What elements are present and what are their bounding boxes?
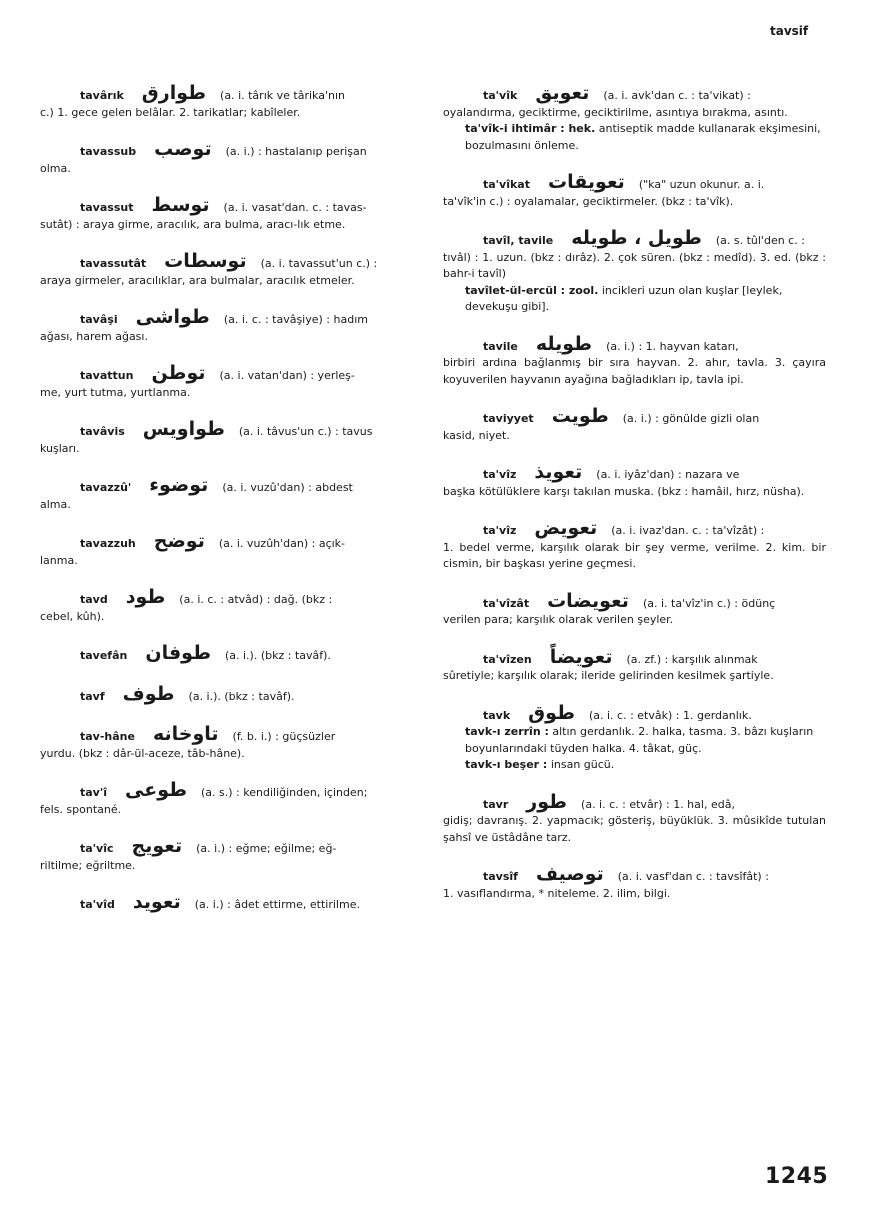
entry-term: tavefân bbox=[80, 649, 128, 662]
entry-arabic-script: توسطات bbox=[164, 250, 247, 272]
entry-term: tavf bbox=[80, 689, 105, 703]
sub-entry bbox=[443, 121, 826, 154]
entry-definition-start: (a. i. avk'dan c. : ta'vikat) : bbox=[603, 89, 751, 102]
entry-definition-start: (a. i. târık ve târika'nın bbox=[220, 89, 345, 102]
entry-definition: c.) 1. gece gelen belâlar. 2. tarikatlar; kabîleler. bbox=[40, 105, 301, 119]
dictionary-entry bbox=[40, 682, 422, 706]
entry-headline bbox=[443, 865, 826, 886]
entry-definition-start: (a. i.) : eğme; eğilme; eğ- bbox=[196, 842, 337, 855]
entry-definition-start: (a. i. ivaz'dan. c. : ta'vîzât) : bbox=[611, 524, 765, 537]
entry-arabic-script: تعويذ bbox=[534, 461, 583, 483]
entry-definition-start: (a. i.). (bkz : tavâf). bbox=[188, 689, 295, 703]
entry-headline bbox=[40, 420, 422, 441]
entry-definition: sûretiyle; karşılık olarak; ileride gelirinden kesilmek şartiyle. bbox=[443, 669, 774, 682]
entry-arabic-script: تعويج bbox=[131, 835, 183, 857]
dictionary-entry bbox=[40, 476, 422, 513]
dictionary-entry bbox=[443, 865, 826, 902]
entry-arabic-script: طود bbox=[125, 586, 166, 608]
entry-term: tavârık bbox=[80, 89, 124, 102]
entry-term: tavâşi bbox=[80, 313, 118, 326]
entry-headline bbox=[443, 463, 826, 484]
entry-arabic-script: طوف bbox=[122, 682, 175, 705]
entry-term: tavr bbox=[483, 797, 509, 811]
entry-headline bbox=[40, 644, 422, 665]
entry-headline bbox=[443, 645, 826, 669]
entry-headline bbox=[40, 476, 422, 497]
entry-arabic-script: طواويس bbox=[142, 418, 225, 440]
entry-headline bbox=[443, 332, 826, 356]
dictionary-entry bbox=[40, 84, 422, 121]
entry-term: tavassub bbox=[80, 145, 137, 158]
entry-term: tavazzû' bbox=[80, 481, 132, 494]
entry-definition-start: (a. i. tâvus'un c.) : tavus bbox=[238, 425, 373, 438]
entry-definition-start: (a. i.) : 1. hayvan katarı, bbox=[606, 339, 739, 353]
entry-headline bbox=[40, 308, 422, 329]
entry-definition: oyalandırma, geciktirme, geciktirilme, asıntıya bırakma, asıntı. bbox=[443, 105, 788, 119]
entry-term: tavd bbox=[80, 593, 108, 606]
entry-term: ta'vîzen bbox=[483, 652, 532, 666]
entry-headline bbox=[443, 229, 826, 250]
entry-term: ta'vîkat bbox=[483, 178, 530, 191]
dictionary-entry bbox=[443, 173, 826, 210]
entry-definition: riltilme; eğriltme. bbox=[40, 858, 136, 872]
dictionary-entry bbox=[40, 252, 422, 289]
entry-headline bbox=[40, 725, 422, 746]
entry-arabic-script: طوفان bbox=[145, 642, 211, 664]
entry-headline bbox=[443, 84, 826, 105]
dictionary-entry bbox=[40, 532, 422, 569]
entry-term: ta'vîzât bbox=[483, 596, 530, 610]
entry-headline bbox=[40, 682, 422, 706]
entry-headline bbox=[40, 837, 422, 858]
entry-arabic-script: توضوء bbox=[149, 474, 209, 496]
entry-arabic-script: توضح bbox=[153, 530, 205, 552]
entry-definition: alma. bbox=[40, 497, 71, 511]
dictionary-entry bbox=[40, 420, 422, 457]
entry-headline bbox=[443, 589, 826, 613]
entry-definition: lanma. bbox=[40, 553, 78, 567]
entry-term: ta'vîc bbox=[80, 842, 114, 855]
entry-definition-start: (a. i. iyâz'dan) : nazara ve bbox=[596, 468, 740, 481]
entry-headline bbox=[443, 173, 826, 194]
entry-definition-start: (a. s.) : kendiliğinden, içinden; bbox=[201, 786, 368, 799]
dictionary-entry bbox=[40, 364, 422, 401]
entry-definition-start: (a. i.) : hastalanıp perişan bbox=[225, 145, 367, 158]
entry-definition: me, yurt tutma, yurtlanma. bbox=[40, 385, 191, 399]
entry-headline bbox=[443, 790, 826, 814]
dictionary-entry bbox=[443, 589, 826, 629]
entry-definition: tıvâl) : 1. uzun. (bkz : dırâz). 2. çok süren. (bkz : medîd). 3. ed. (bkz : bahr-i tavîl) bbox=[443, 250, 826, 280]
entry-definition: 1. bedel verme, karşılık olarak bir şey verme, verilme. 2. kim. bir cismin, bir başkası yerine geçmesi. bbox=[443, 540, 826, 570]
entry-arabic-script: توصب bbox=[154, 138, 212, 160]
entry-definition: başka kötülüklere karşı takılan muska. (bkz : hamâil, hırz, nüsha). bbox=[443, 484, 805, 498]
sub-entry-text: incikleri uzun olan kuşlar [leylek, devekuşu gibi]. bbox=[465, 283, 783, 313]
entry-definition-start: (f. b. i.) : güçsüzler bbox=[232, 730, 336, 743]
entry-definition-start: (a. zf.) : karşılık alınmak bbox=[626, 652, 758, 666]
entry-term: tavile bbox=[483, 339, 518, 353]
right-column bbox=[443, 84, 826, 902]
entry-headline bbox=[40, 893, 422, 914]
entry-definition-start: (a. i. c. : etvâr) : 1. hal, edâ, bbox=[581, 797, 735, 811]
entry-definition-start: (a. i. c. : atvâd) : dağ. (bkz : bbox=[179, 593, 333, 606]
entry-headline bbox=[443, 701, 826, 725]
dictionary-entry bbox=[40, 781, 422, 818]
dictionary-entry bbox=[40, 644, 422, 665]
entry-definition: araya girmeler, aracılıklar, ara bulmalar, aracılık etmeler. bbox=[40, 273, 355, 287]
dictionary-entry bbox=[40, 837, 422, 874]
entry-term: ta'vîd bbox=[80, 898, 115, 911]
entry-definition-start: (a. i. c. : etvâk) : 1. gerdanlık. bbox=[588, 708, 752, 722]
sub-entry bbox=[443, 757, 826, 774]
page-number: 1245 bbox=[765, 1164, 829, 1189]
entry-definition: yurdu. (bkz : dâr-ül-aceze, tâb-hâne). bbox=[40, 746, 245, 760]
entry-arabic-script: طوق bbox=[528, 701, 575, 724]
entry-definition: kuşları. bbox=[40, 441, 80, 455]
dictionary-entry bbox=[443, 519, 826, 573]
entry-term: tav-hâne bbox=[80, 730, 135, 743]
entry-term: taviyyet bbox=[483, 412, 534, 425]
entry-term: tavattun bbox=[80, 369, 134, 382]
entry-headline bbox=[40, 364, 422, 385]
entry-term: tavsîf bbox=[483, 870, 518, 883]
entry-headline bbox=[443, 519, 826, 540]
dictionary-entry bbox=[443, 701, 826, 774]
entry-arabic-script: طوعى bbox=[125, 779, 188, 801]
entry-arabic-script: تعويض bbox=[534, 517, 598, 539]
entry-arabic-script: تعويقات bbox=[548, 171, 625, 193]
entry-arabic-script: توطن bbox=[151, 362, 206, 384]
entry-arabic-script: تاوخانه bbox=[152, 723, 219, 745]
entry-definition-start: ("ka" uzun okunur. a. i. bbox=[638, 178, 765, 191]
entry-arabic-script: طور bbox=[526, 790, 568, 813]
entry-arabic-script: طواشى bbox=[135, 306, 210, 328]
sub-entry-text: altın gerdanlık. 2. halka, tasma. 3. bâzı kuşların boyunlarındaki tüyden halka. 4. tâkat, güç. bbox=[465, 725, 814, 755]
entry-definition-start: (a. i. vatan'dan) : yerleş- bbox=[219, 369, 355, 382]
dictionary-entry bbox=[40, 893, 422, 914]
entry-arabic-script: طويل ، طويله bbox=[571, 227, 702, 249]
entry-arabic-script: طوارق bbox=[141, 82, 207, 104]
entry-definition-start: (a. i. vasat'dan. c. : tavas- bbox=[223, 201, 367, 214]
dictionary-entry bbox=[40, 196, 422, 233]
entry-definition-start: (a. i. vasf'dan c. : tavsîfât) : bbox=[617, 870, 769, 883]
entry-headline bbox=[40, 532, 422, 553]
entry-term: ta'vîz bbox=[483, 468, 517, 481]
entry-term: tavîl, tavile bbox=[483, 234, 554, 247]
entry-headline bbox=[40, 588, 422, 609]
entry-arabic-script: توسط bbox=[151, 194, 210, 216]
entry-definition-start: (a. i. tavassut'un c.) : bbox=[260, 257, 378, 270]
entry-arabic-script: تعويضات bbox=[547, 589, 629, 612]
entry-definition-start: (a. i. vuzûh'dan) : açık- bbox=[218, 537, 346, 550]
sub-entry bbox=[443, 724, 826, 757]
entry-definition-start: (a. i.) : âdet ettirme, ettirilme. bbox=[194, 898, 360, 911]
entry-arabic-script: طويله bbox=[535, 332, 593, 355]
dictionary-entry bbox=[40, 725, 422, 762]
dictionary-entry bbox=[443, 407, 826, 444]
entry-term: tav'î bbox=[80, 786, 107, 799]
entry-arabic-script: توصيف bbox=[535, 863, 604, 885]
dictionary-entry bbox=[443, 645, 826, 685]
entry-definition: sutât) : araya girme, aracılık, ara bulma, aracı-lık etme. bbox=[40, 217, 346, 231]
entry-headline bbox=[40, 781, 422, 802]
sub-entry-term: ta'vîk-i ihtimâr : hek. bbox=[465, 122, 596, 135]
entry-definition-start: (a. i.). (bkz : tavâf). bbox=[224, 649, 331, 662]
entry-definition-start: (a. i. ta'vîz'in c.) : ödünç bbox=[642, 596, 776, 610]
entry-definition: fels. spontané. bbox=[40, 802, 122, 816]
sub-entry-text: insan gücü. bbox=[547, 758, 615, 771]
entry-arabic-script: تعويضاً bbox=[549, 645, 613, 668]
entry-term: tavazzuh bbox=[80, 537, 136, 550]
dictionary-entry bbox=[40, 308, 422, 345]
entry-definition: olma. bbox=[40, 161, 71, 175]
entry-arabic-script: طويت bbox=[551, 405, 609, 427]
dictionary-entry bbox=[443, 463, 826, 500]
entry-definition: kasid, niyet. bbox=[443, 428, 510, 442]
sub-entry-term: tavîlet-ül-ercül : zool. bbox=[465, 283, 599, 297]
sub-entry bbox=[443, 283, 826, 316]
entry-headline bbox=[40, 84, 422, 105]
left-column bbox=[40, 84, 422, 914]
entry-term: tavk bbox=[483, 708, 511, 722]
dictionary-entry bbox=[443, 84, 826, 154]
entry-definition-start: (a. i. c. : tavâşiye) : hadım bbox=[223, 313, 368, 326]
entry-definition: cebel, kûh). bbox=[40, 609, 105, 623]
sub-entry-term: tavk-ı beşer : bbox=[465, 758, 548, 771]
entry-term: tavâvis bbox=[80, 425, 125, 438]
entry-arabic-script: تعويق bbox=[535, 82, 590, 104]
sub-entry-text: antiseptik madde kullanarak ekşimesini, bozulmasını önleme. bbox=[465, 122, 821, 152]
entry-term: ta'vîk bbox=[483, 89, 518, 102]
entry-definition: ta'vîk'in c.) : oyalamalar, geciktirmeler. (bkz : ta'vîk). bbox=[443, 194, 734, 208]
entry-definition-start: (a. i.) : gönülde gizli olan bbox=[622, 412, 760, 425]
entry-headline bbox=[40, 252, 422, 273]
entry-definition: ağası, harem ağası. bbox=[40, 329, 148, 343]
entry-definition: 1. vasıflandırma, * niteleme. 2. ilim, bilgi. bbox=[443, 886, 671, 900]
running-header: tavsif bbox=[770, 24, 809, 38]
entry-definition: verilen para; karşılık olarak verilen şeyler. bbox=[443, 613, 674, 626]
dictionary-entry bbox=[40, 140, 422, 177]
dictionary-entry bbox=[443, 790, 826, 847]
sub-entry-term: tavk-ı zerrîn : bbox=[465, 725, 549, 738]
entry-definition: birbiri ardına bağlanmış bir sıra hayvan. 2. ahır, tavla. 3. çayıra koyuverilen hayvanın ayağına bağladıkları ip, tavla ipi. bbox=[443, 356, 826, 386]
entry-headline bbox=[443, 407, 826, 428]
entry-term: tavassut bbox=[80, 201, 134, 214]
dictionary-entry bbox=[40, 588, 422, 625]
dictionary-entry bbox=[443, 229, 826, 316]
entry-headline bbox=[40, 140, 422, 161]
entry-definition-start: (a. i. vuzû'dan) : abdest bbox=[222, 481, 353, 494]
dictionary-entry bbox=[443, 332, 826, 389]
entry-term: ta'vîz bbox=[483, 524, 517, 537]
entry-definition: gidiş; davranış. 2. yapmacık; gösteriş, büyüklük. 3. mûsikîde tutulan şahsî ve üstâdâne tarz. bbox=[443, 814, 826, 844]
entry-headline bbox=[40, 196, 422, 217]
entry-definition-start: (a. s. tûl'den c. : bbox=[715, 234, 805, 247]
entry-term: tavassutât bbox=[80, 257, 147, 270]
entry-arabic-script: تعويد bbox=[132, 891, 181, 913]
